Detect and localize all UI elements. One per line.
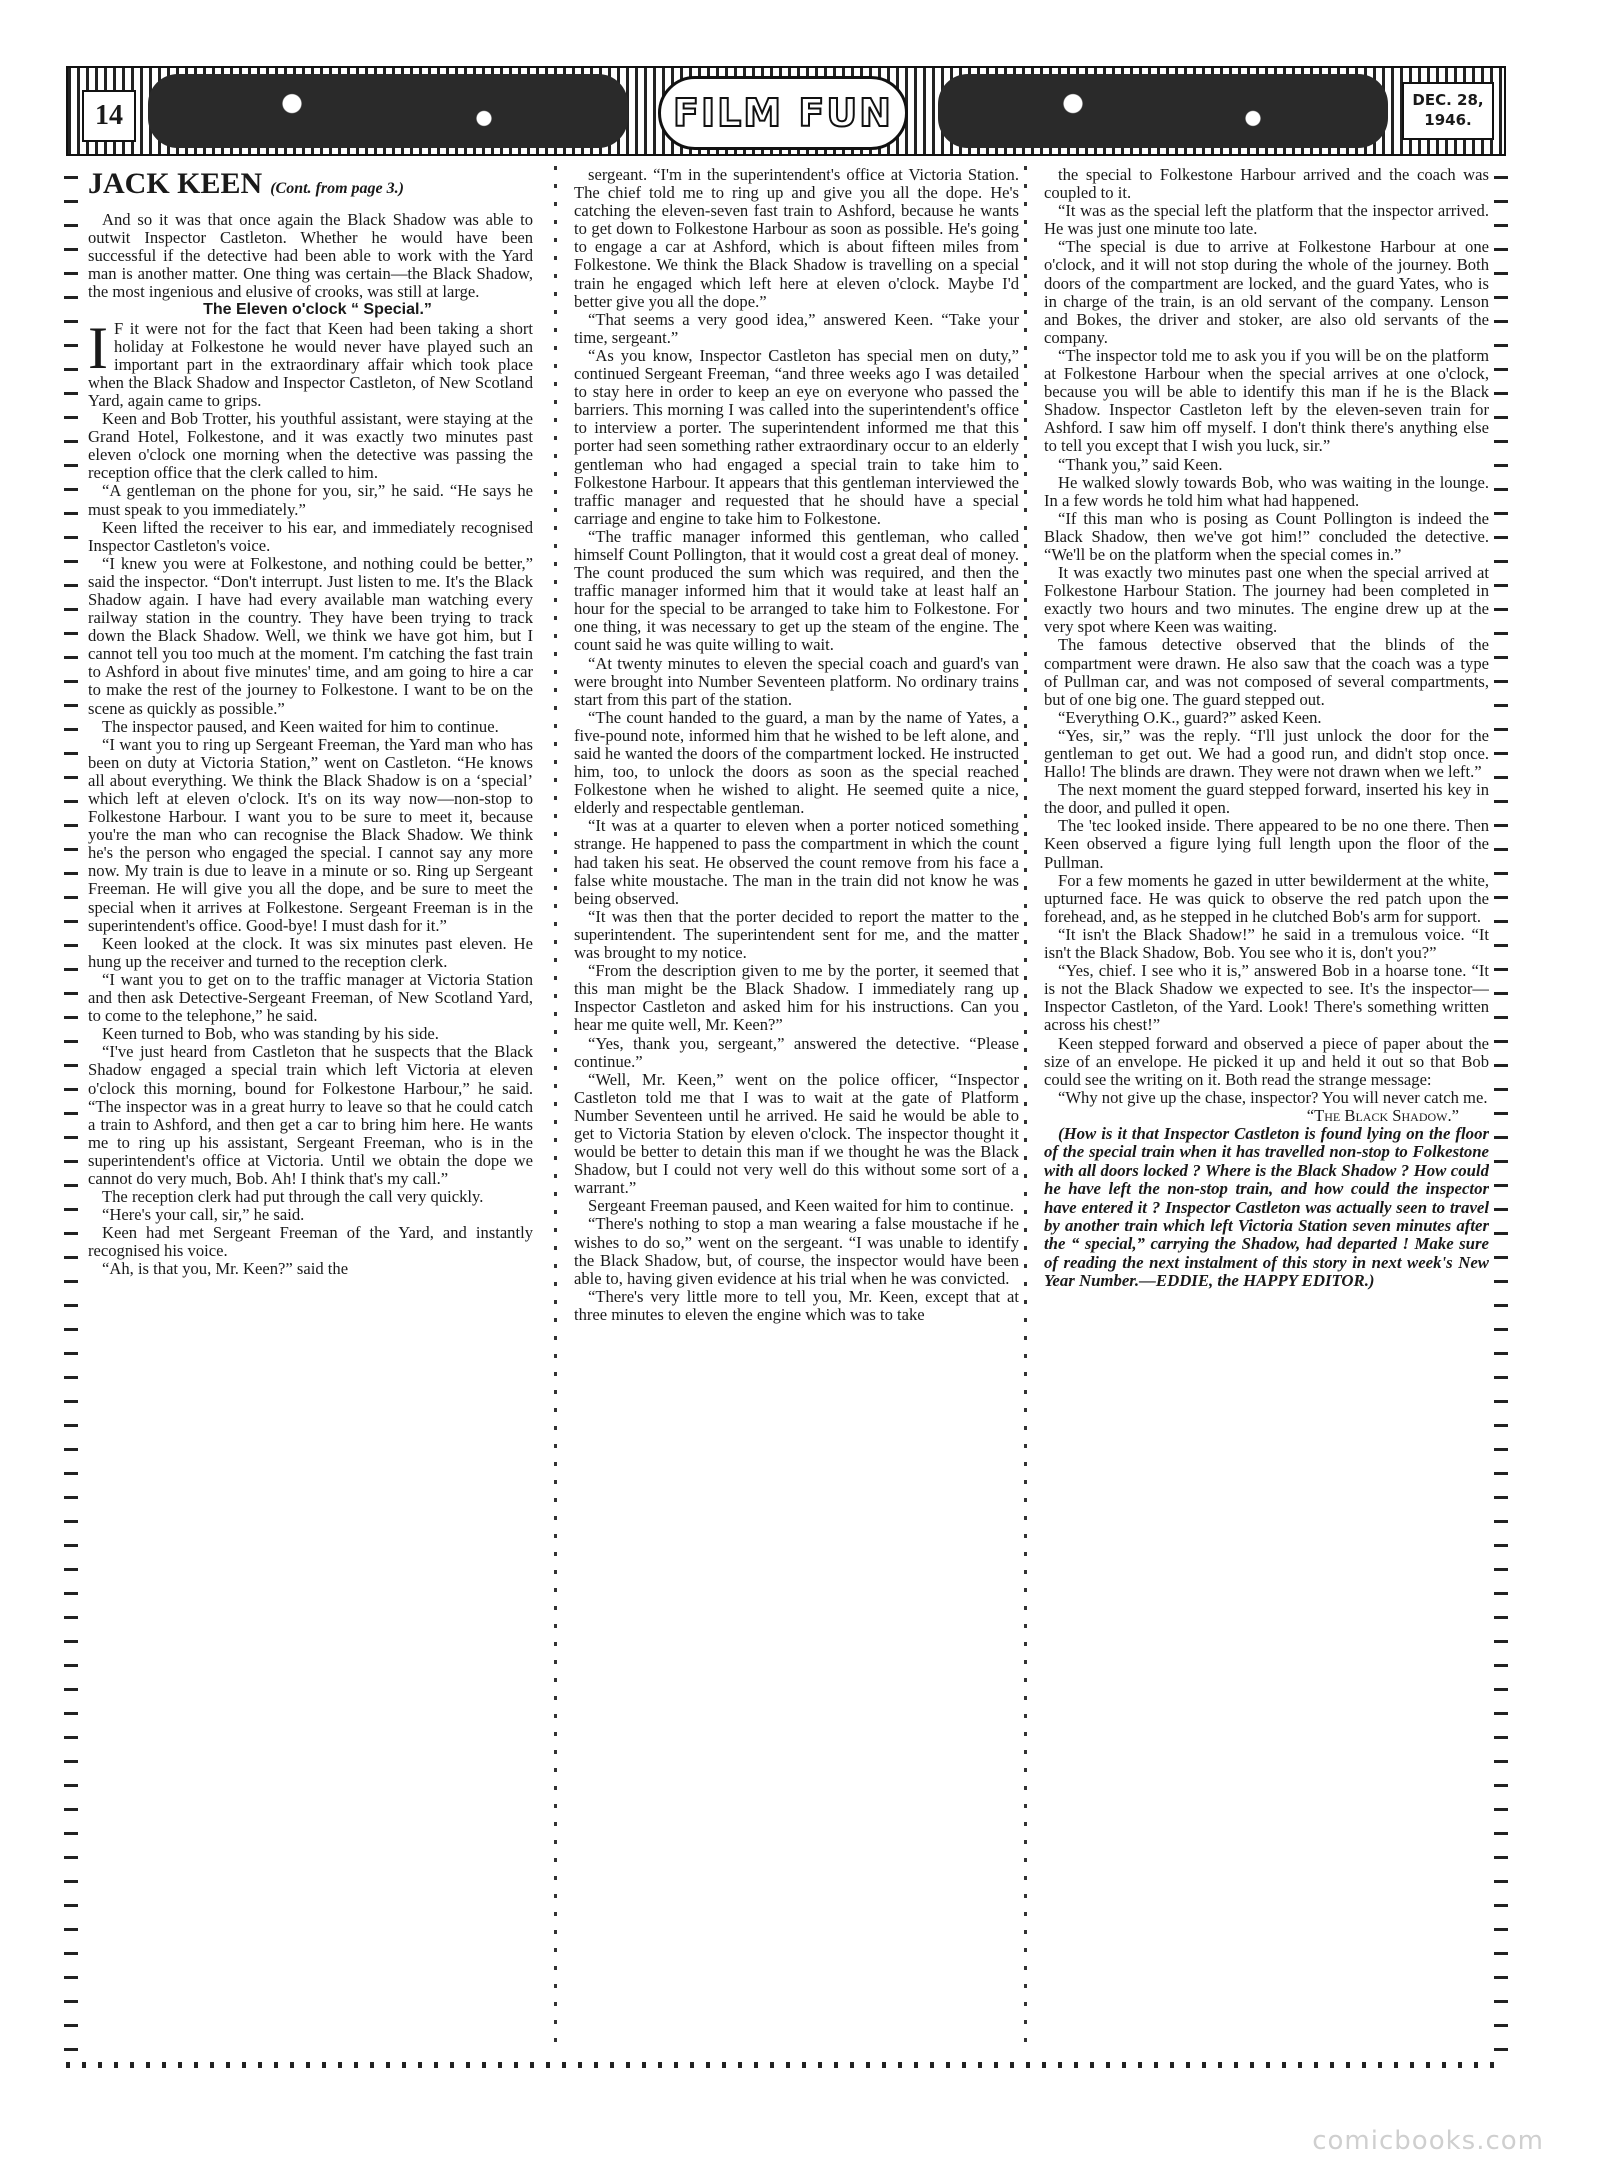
story-paragraph: For a few moments he gazed in utter bewilderment at the white, upturned face. He was quick to observe the red patch upon the forehead, and, as he stepped in he clutched Bob's arm for support. bbox=[1044, 870, 1489, 926]
story-paragraph: “There's nothing to stop a man wearing a false moustache if he wishes to do so,” went on the sergeant. “I was unable to identify the Black Shadow, but, of course, the inspector would have been able to, having given evidence at his trial when he was convicted. bbox=[574, 1214, 1019, 1288]
story-paragraph: “The count handed to the guard, a man by the name of Yates, a five-pound note, informed him that he wished to be left alone, and said he wanted the doors of the compartment locked. He instructed him, too, to unlock the doors as soon as the special reached Folkestone when he wished to alight. He seemed quite a nice, elderly and respectable gentleman. bbox=[574, 707, 1019, 818]
story-paragraph: Keen looked at the clock. It was six minutes past eleven. He hung up the receiver and turned to the reception clerk. bbox=[88, 933, 533, 971]
story-paragraph: Keen and Bob Trotter, his youthful assistant, were staying at the Grand Hotel, Folkestone, and it was exactly two minutes past eleven o'clock one morning when the detective was passing the reception office that the clerk called to him. bbox=[88, 409, 533, 483]
story-paragraph: “The traffic manager informed this gentleman, who called himself Count Pollington, that it would cost a great deal of money. The count produced the sum which was required, and then the traffic manager informed him that it would take at least half an hour for the special to be arranged to take him to Folkestone. For one thing, it was necessary to get up the steam of the engine. The count said he was quite willing to wait. bbox=[574, 526, 1019, 655]
intro-paragraph: And so it was that once again the Black Shadow was able to outwit Inspector Castleton. Whether he would have been successful if the detective had been able to work with the Yard man is another matter. One thing was certain—the Black Shadow, the most ingenious and elusive of crooks, was still at large. bbox=[88, 210, 533, 302]
story-paragraph: The famous detective observed that the blinds of the compartment were drawn. He also saw that the coach was a type of Pullman car, and was not composed of several compartments, but of one big one. The guard stepped out. bbox=[1044, 635, 1489, 709]
story-title: JACK KEEN bbox=[88, 167, 263, 200]
masthead-ornament-right bbox=[938, 74, 1388, 148]
story-paragraph: “I want you to ring up Sergeant Freeman, the Yard man who has been on duty at Victoria Station,” went on Castleton. “He knows all about everything. We think the Black Shadow is on a ‘special’ which left at eleven o'clock. It's on its way now—non-stop to Folkestone Harbour. I want you to be sure to meet it, because you're the man who can recognise the Black Shadow. We think he's the person who engaged the special. I cannot say any more now. My train is due to leave in a minute or so. Ring up Sergeant Freeman. He will give you all the dope, and be sure to meet the special when it arrives at Folkestone. Sergeant Freeman is in the superintendent's office. Good-bye! I must dash for it.” bbox=[88, 734, 533, 935]
text-column-3 bbox=[1044, 166, 1489, 2056]
story-paragraph: “A gentleman on the phone for you, sir,” he said. “He says he must speak to you immediately.” bbox=[88, 481, 533, 519]
right-border-ornament bbox=[1494, 166, 1508, 2056]
story-paragraph: The inspector paused, and Keen waited for him to continue. bbox=[102, 716, 499, 736]
story-paragraph: “Yes, chief. I see who it is,” answered Bob in a hoarse tone. “It is not the Black Shadow we expected to see. It's the inspector—Inspector Castleton, of the Yard. Look! There's something written across his chest!” bbox=[1044, 961, 1489, 1035]
story-paragraph: “Here's your call, sir,” he said. bbox=[102, 1205, 305, 1225]
dropcap-paragraph bbox=[88, 314, 533, 410]
story-paragraph: Keen lifted the receiver to his ear, and immediately recognised Inspector Castleton's voice. bbox=[88, 517, 533, 555]
issue-date bbox=[1402, 82, 1494, 140]
story-paragraph: “That seems a very good idea,” answered Keen. “Take your time, sergeant.” bbox=[574, 309, 1019, 347]
continuation-note: (Cont. from page 3.) bbox=[270, 180, 404, 197]
magazine-title-plate bbox=[658, 76, 908, 150]
story-paragraph: The next moment the guard stepped forward, inserted his key in the door, and pulled it open. bbox=[1044, 780, 1489, 818]
text-column-1 bbox=[88, 166, 533, 2056]
story-paragraph: “From the description given to me by the porter, it seemed that this man might be the Black Shadow. I immediately rang up Inspector Castleton and asked him for his instructions. Can you hear me quite well, Mr. Keen?” bbox=[574, 961, 1019, 1035]
story-paragraph: sergeant. “I'm in the superintendent's office at Victoria Station. The chief told me to ring up and give you all the dope. He's catching the eleven-seven fast train to Ashford, because he wants to get down to Folkestone Harbour as soon as possible. He's going to engage a car at Ashford, which is about fifteen miles from Folkestone. We think the Black Shadow is travelling on a special train he engaged which left here at eleven o'clock. Maybe I'd better give you all the dope.” bbox=[574, 166, 1019, 311]
story-paragraph: “There's very little more to tell you, Mr. Keen, except that at three minutes to eleven the engine which was to take bbox=[574, 1286, 1019, 1324]
watermark: comicbooks.com bbox=[1312, 2126, 1544, 2156]
editor-note: (How is it that Inspector Castleton is found lying on the floor of the special train when it has travelled non-stop to Folkestone with all doors locked ? Where is the Black Shadow ? How could he have left the non-stop train, and how could the inspector have entered it ? Inspector Castleton was actually seen to travel by another train which left Victoria Station seven minutes after the “ special,” carrying the Shadow, had departed ! Make sure of reading the next instalment of this story in next week's New Year Number.—EDDIE, the HAPPY EDITOR.) bbox=[1044, 1123, 1489, 1291]
story-paragraph: He walked slowly towards Bob, who was waiting in the lounge. In a few words he told him what had happened. bbox=[1044, 472, 1489, 510]
column-rule-1 bbox=[554, 166, 557, 2056]
story-paragraph: “It was as the special left the platform that the inspector arrived. He was just one minute too late. bbox=[1044, 201, 1489, 239]
magazine-page bbox=[66, 66, 1506, 2066]
story-paragraph: “I want you to get on to the traffic manager at Victoria Station and then ask Detective-Sergeant Freeman, of New Scotland Yard, to come to the telephone,” he said. bbox=[88, 969, 533, 1026]
masthead-banner bbox=[66, 66, 1506, 156]
story-paragraph: “Thank you,” said Keen. bbox=[1058, 454, 1223, 474]
story-paragraph: “Well, Mr. Keen,” went on the police officer, “Inspector Castleton told me that I was to wait at the gate of Platform Number Seventeen until he arrived. He said he would be able to get to Victoria Station by eleven o'clock. The inspector thought it would be better to detain this man if we thought he was the Black Shadow, but I could not very well do this without some sort of a warrant.” bbox=[574, 1069, 1019, 1198]
story-paragraph: The reception clerk had put through the call very quickly. bbox=[102, 1187, 484, 1207]
story-paragraph: “It was at a quarter to eleven when a porter noticed something strange. He happened to pass the compartment in which the count had taken his seat. He observed the count remove from his face a false white moustache. The man in the train did not know he was being observed. bbox=[574, 816, 1019, 908]
issue-date-line1: DEC. 28, bbox=[1412, 91, 1484, 109]
story-paragraph: Keen turned to Bob, who was standing by his side. bbox=[102, 1024, 439, 1044]
magazine-title: FILM FUN bbox=[673, 91, 893, 135]
masthead-ornament-left bbox=[148, 74, 628, 148]
column-3-body bbox=[1044, 166, 1489, 1107]
message-signature: “The Black Shadow.” bbox=[1306, 1105, 1459, 1125]
story-paragraph: “Why not give up the chase, inspector? You will never catch me. bbox=[1058, 1087, 1488, 1107]
drop-cap-letter: I bbox=[88, 314, 108, 381]
dropcap-paragraph-text: F it were not for the fact that Keen had been taking a short holiday at Folkestone he would never have played such an important part in the extraordinary affair which took place when the Black Shadow and Inspector Castleton, of New Scotland Yard, again came to grips. bbox=[88, 318, 533, 410]
page-number: 14 bbox=[82, 90, 136, 142]
story-paragraph: “Yes, sir,” was the reply. “I'll just unlock the door for the gentleman to get out. We had a good run, and didn't stop once. Hallo! The blinds are drawn. They were not drawn when we left.” bbox=[1044, 725, 1489, 782]
story-paragraph: “I've just heard from Castleton that he suspects that the Black Shadow engaged a special train which left Victoria at eleven o'clock this morning, bound for Folkestone Harbour,” he said. “The inspector was in a great hurry to leave so that he could catch a train to Ashford, and then get a car to bring him here. He wants me to ring up his assistant, Sergeant Freeman, who is in the superintendent's office at Victoria. Until we obtain the dope we cannot do very much, Bob. Ah! I think that's my call.” bbox=[88, 1042, 533, 1188]
story-paragraph: “Ah, is that you, Mr. Keen?” said the bbox=[102, 1259, 349, 1279]
story-paragraph: Keen stepped forward and observed a piece of paper about the size of an envelope. He picked it up and held it out so that Bob could see the writing on it. Both read the strange message: bbox=[1044, 1033, 1489, 1089]
section-subheading: The Eleven o'clock “ Special.” bbox=[203, 301, 432, 319]
left-border-ornament bbox=[64, 166, 78, 2056]
story-paragraph: the special to Folkestone Harbour arrived and the coach was coupled to it. bbox=[1044, 166, 1489, 203]
column-2-body bbox=[574, 166, 1019, 1324]
story-paragraph: “If this man who is posing as Count Pollington is indeed the Black Shadow, then we've got him!” concluded the detective. “We'll be on the platform when the special comes in.” bbox=[1044, 508, 1489, 564]
story-paragraph: “It isn't the Black Shadow!” he said in a tremulous voice. “It isn't the Black Shadow, Bob. You see who it is, don't you?” bbox=[1044, 924, 1489, 963]
story-paragraph: “Yes, thank you, sergeant,” answered the detective. “Please continue.” bbox=[574, 1033, 1019, 1071]
story-paragraph: “The special is due to arrive at Folkestone Harbour at one o'clock, and it will not stop during the whole of the journey. Both doors of the compartment are locked, and the guard Yates, who is in charge of the train, is an old servant of the company. Lenson and Bokes, the driver and stoker, are also old servants of the company. bbox=[1044, 237, 1489, 347]
story-heading bbox=[88, 166, 533, 207]
story-paragraph: “As you know, Inspector Castleton has special men on duty,” continued Sergeant Freeman, “and three weeks ago I was detailed to stay here in order to keep an eye on everyone who passed the barriers. This morning I was called into the superintendent's office to interview a porter. The superintendent informed me that this porter had seen something rather extraordinary occur to an elderly gentleman who had engaged a special train to take him to Folkestone Harbour. It appears that this gentleman interviewed the traffic manager and requested that he should have a special carriage and engine to take him to Folkestone. bbox=[574, 345, 1019, 528]
issue-date-line2: 1946. bbox=[1424, 111, 1472, 129]
column-1-body bbox=[88, 410, 533, 1279]
story-paragraph: Keen had met Sergeant Freeman of the Yard, and instantly recognised his voice. bbox=[88, 1223, 533, 1261]
story-paragraph: The 'tec looked inside. There appeared to be no one there. Then Keen observed a figure lying full length upon the floor of the Pullman. bbox=[1044, 816, 1489, 872]
story-paragraph: “At twenty minutes to eleven the special coach and guard's van were brought into Number Seventeen platform. No ordinary trains start from this part of the station. bbox=[574, 653, 1019, 709]
story-paragraph: “It was then that the porter decided to report the matter to the superintendent. The superintendent sent for me, and the matter was brought to my notice. bbox=[574, 906, 1019, 963]
text-column-2 bbox=[574, 166, 1019, 2056]
bottom-border-ornament bbox=[66, 2062, 1506, 2068]
story-paragraph: Sergeant Freeman paused, and Keen waited for him to continue. bbox=[588, 1196, 1014, 1216]
column-rule-2 bbox=[1024, 166, 1027, 2056]
story-paragraph: “The inspector told me to ask you if you will be on the platform at Folkestone Harbour when the special arrives at one o'clock, because you will be able to identify this man if he is the Black Shadow. Inspector Castleton left by the eleven-seven train for Ashford. I saw him off myself. I don't think there's anything else to tell you except that I wish you luck, sir.” bbox=[1044, 345, 1489, 456]
story-paragraph: “Everything O.K., guard?” asked Keen. bbox=[1058, 707, 1322, 727]
story-paragraph: “I knew you were at Folkestone, and nothing could be better,” said the inspector. “Don't interrupt. Just listen to me. It's the Black Shadow again. I have had every available man watching every railway station in the country. They have been trying to track down the Black Shadow. Well, we think we have got him, but I cannot tell you too much at the moment. I'm catching the fast train to Ashford in about five minutes' time, and am going to hire a car to make the rest of the journey to Folkestone. I want to be on the scene as quickly as possible.” bbox=[88, 553, 533, 718]
story-paragraph: It was exactly two minutes past one when the special arrived at Folkestone Harbour Station. The journey had been completed in exactly two hours and two minutes. The engine drew up at the very spot where Keen was waiting. bbox=[1044, 563, 1489, 637]
